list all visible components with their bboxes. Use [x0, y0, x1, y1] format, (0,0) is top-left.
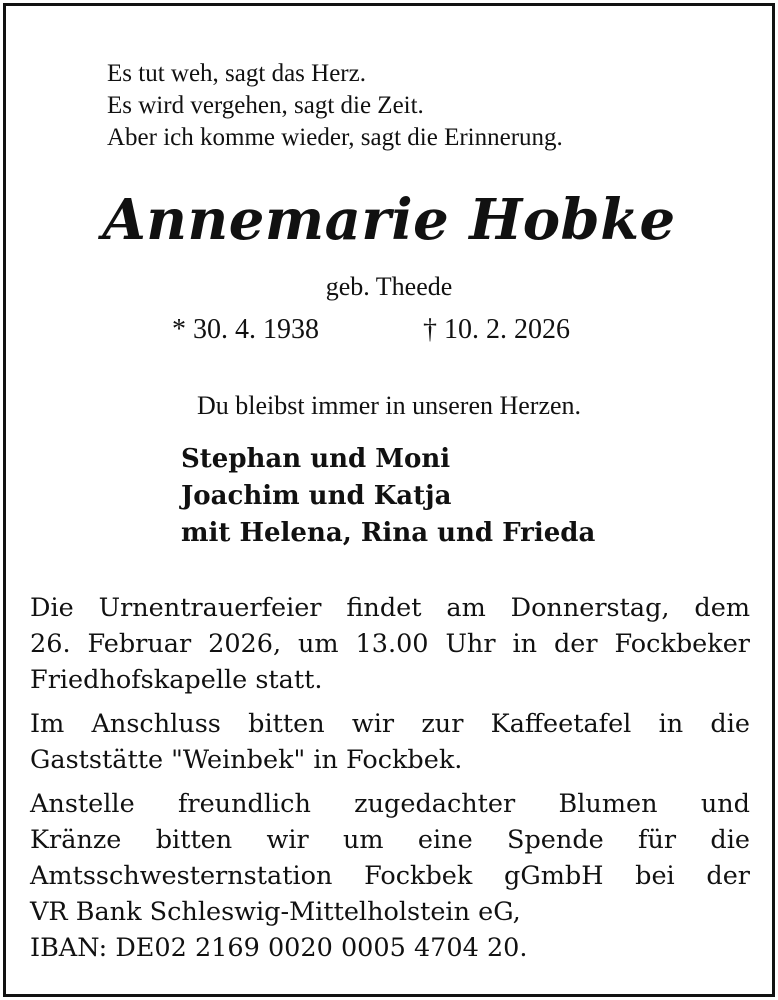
deceased-name: Annemarie Hobke — [102, 187, 676, 253]
mourner-line: Stephan und Moni — [181, 444, 451, 474]
quote-line: Es tut weh, sagt das Herz. — [107, 60, 366, 87]
notice-line: Kränze bitten wir um eine Spende für die — [30, 825, 750, 855]
notice-line: Im Anschluss bitten wir zur Kaffeetafel in die — [30, 709, 750, 739]
mourners-list — [181, 441, 595, 552]
reception-notice — [30, 706, 750, 778]
donation-notice — [30, 786, 750, 966]
notice-line: Gaststätte "Weinbek" in Fockbek. — [30, 745, 463, 775]
iban-line: IBAN: DE02 2169 0020 0005 4704 20. — [30, 933, 528, 963]
notice-line: 26. Februar 2026, um 13.00 Uhr in der Fockbeker — [30, 629, 750, 659]
notice-line: Die Urnentrauerfeier findet am Donnerstag, dem — [30, 593, 750, 623]
quote-line: Aber ich komme wieder, sagt die Erinnerung. — [107, 124, 563, 151]
notice-line: Anstelle freundlich zugedachter Blumen und — [30, 789, 750, 819]
quote-line: Es wird vergehen, sagt die Zeit. — [107, 92, 424, 119]
birth-name: geb. Theede — [325, 272, 453, 301]
death-date: † 10. 2. 2026 — [423, 314, 570, 345]
ceremony-notice — [30, 590, 750, 698]
birth-date: * 30. 4. 1938 — [172, 314, 319, 345]
notice-line: VR Bank Schleswig-Mittelholstein eG, — [30, 897, 521, 927]
remembrance-line: Du bleibst immer in unseren Herzen. — [196, 391, 582, 420]
notice-line: Amtsschwesternstation Fockbek gGmbH bei der — [30, 861, 750, 891]
mourner-line: mit Helena, Rina und Frieda — [181, 518, 596, 548]
mourner-line: Joachim und Katja — [181, 481, 452, 511]
opening-quote — [107, 58, 563, 154]
notice-line: Friedhofskapelle statt. — [30, 665, 323, 695]
